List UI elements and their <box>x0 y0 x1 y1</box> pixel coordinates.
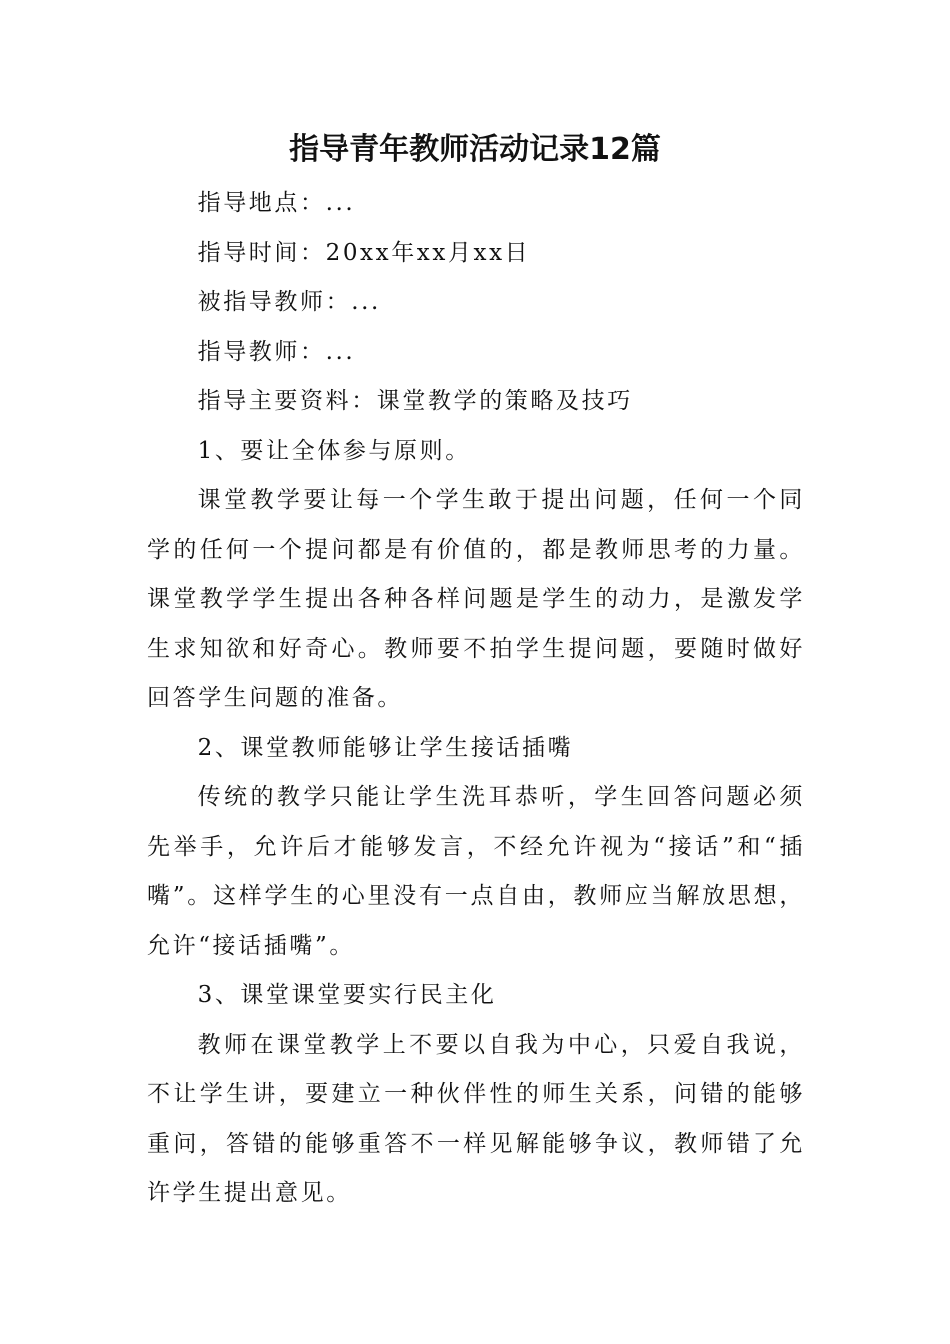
meta-location: 指导地点：... <box>197 190 356 216</box>
document-body <box>147 179 805 1219</box>
section-paragraph-2: 传统的教学只能让学生洗耳恭听，学生回答问题必须先举手，允许后才能够发言，不经允许视为“接话”和“插嘴”。这样学生的心里没有一点自由，教师应当解放思想，允许“接话插嘴”。 <box>147 784 805 959</box>
section-heading-3: 3、课堂课堂要实行民主化 <box>197 982 497 1008</box>
section-paragraph-3: 教师在课堂教学上不要以自我为中心，只爱自我说，不让学生讲，要建立一种伙伴性的师生关系，问错的能够重问，答错的能够重答不一样见解能够争议，教师错了允许学生提出意见。 <box>147 1031 805 1206</box>
meta-time: 指导时间：20xx年xx月xx日 <box>197 239 531 266</box>
meta-mentor: 指导教师：... <box>197 338 356 365</box>
section-paragraph-1: 课堂教学要让每一个学生敢于提出问题，任何一个同学的任何一个提问都是有价值的，都是教师思考的力量。课堂教学学生提出各种各样问题是学生的动力，是激发学生求知欲和好奇心。教师要不拍学生提问题，要随时做好回答学生问题的准备。 <box>147 487 805 711</box>
document-title: 指导青年教师活动记录12篇 <box>289 132 661 167</box>
section-heading-1: 1、要让全体参与原则。 <box>197 437 471 464</box>
section-heading-2: 2、课堂教师能够让学生接话插嘴 <box>197 734 574 761</box>
meta-content: 指导主要资料：课堂教学的策略及技巧 <box>197 388 633 414</box>
meta-mentee: 被指导教师：... <box>197 289 381 315</box>
